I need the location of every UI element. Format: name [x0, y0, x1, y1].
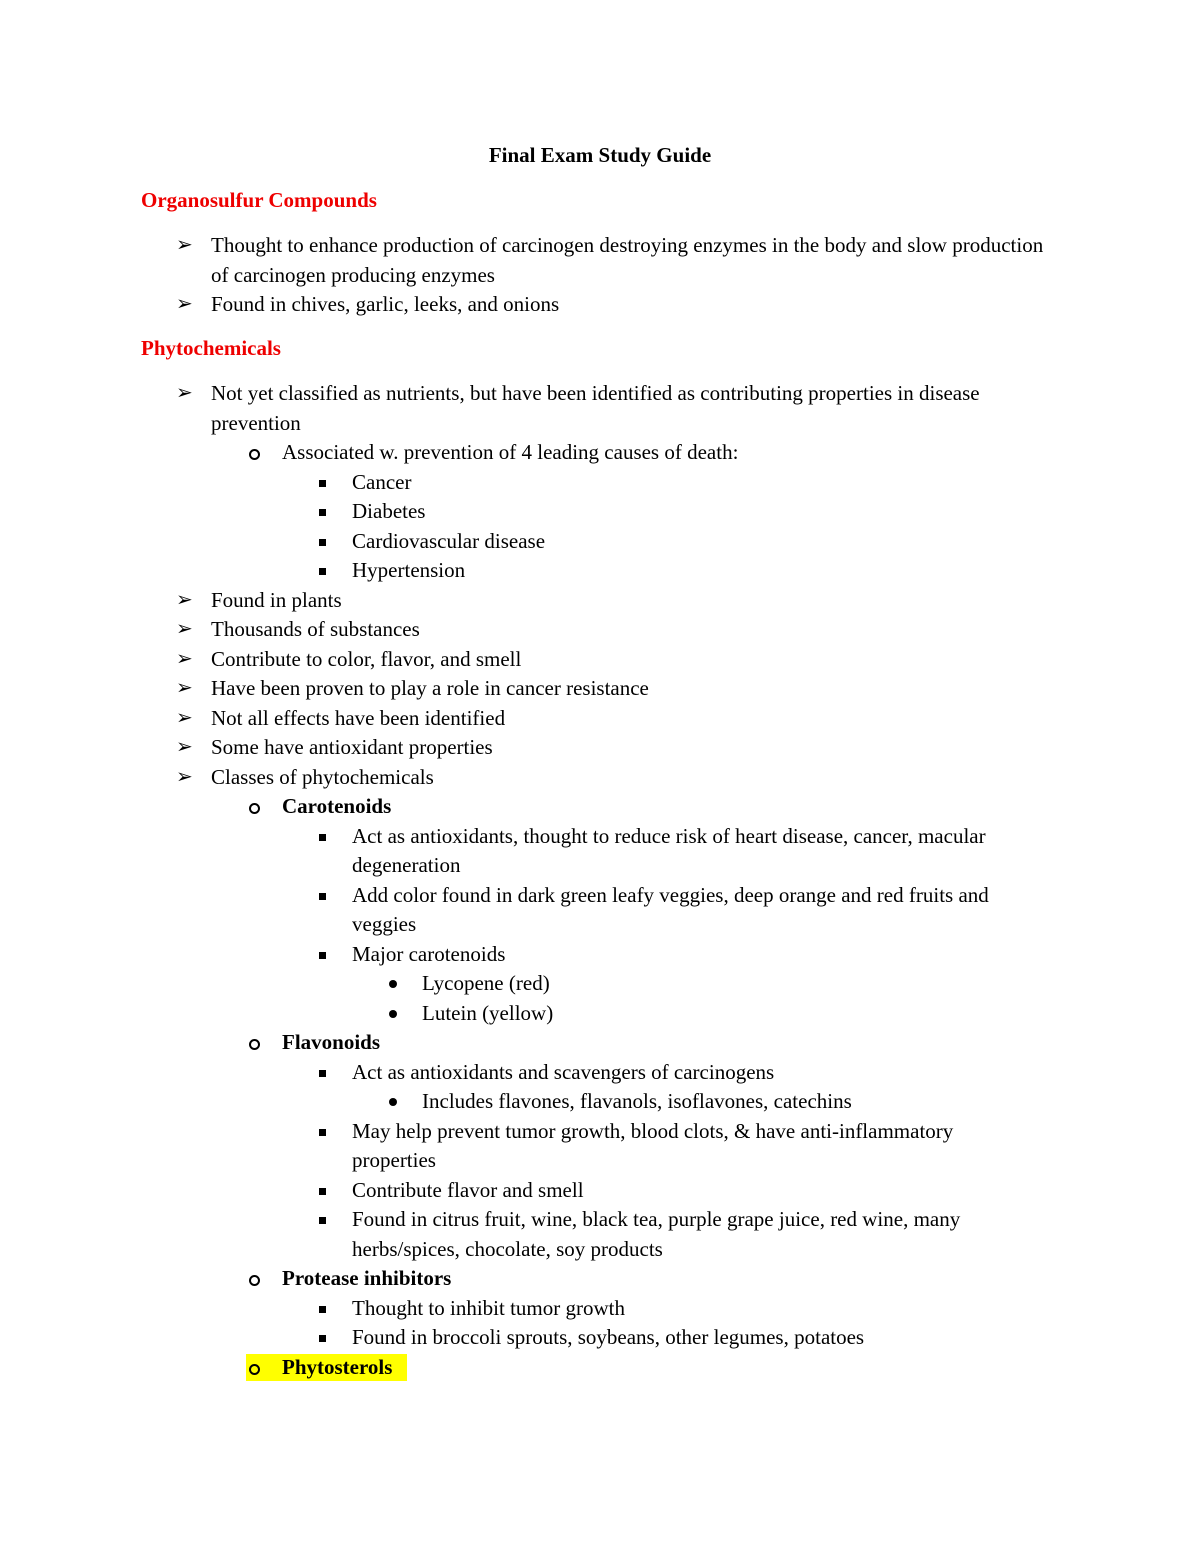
- hollow-circle-bullet-icon: [249, 1039, 260, 1050]
- hollow-circle-bullet-icon: [249, 1364, 260, 1375]
- square-bullet-icon: [319, 539, 326, 546]
- round-dot-bullet-icon: [389, 980, 397, 988]
- list-item: ➢ Thousands of substances: [0, 615, 1200, 645]
- square-bullet-icon: [319, 1129, 326, 1136]
- square-bullet-icon: [319, 509, 326, 516]
- arrowhead-bullet-icon: ➢: [176, 588, 193, 611]
- square-bullet-icon: [319, 1217, 326, 1224]
- sub-sub-list-item: Act as antioxidants, thought to reduce risk of heart disease, cancer, macular degeneration: [0, 822, 1200, 881]
- square-bullet-icon: [319, 1188, 326, 1195]
- sub-sub-list-item: Major carotenoids: [0, 940, 1200, 970]
- sub-sub-list-item: Diabetes: [0, 497, 1200, 527]
- square-bullet-icon: [319, 834, 326, 841]
- class-flavonoids: Flavonoids: [0, 1028, 1200, 1058]
- list-item: ➢ Have been proven to play a role in cancer resistance: [0, 674, 1200, 704]
- sub-sub-list-item: Cardiovascular disease: [0, 527, 1200, 557]
- square-bullet-icon: [319, 480, 326, 487]
- arrowhead-bullet-icon: ➢: [176, 677, 193, 699]
- square-bullet-icon: [319, 568, 326, 575]
- round-dot-bullet-icon: [389, 1010, 397, 1018]
- section-heading-organosulfur: Organosulfur Compounds: [141, 188, 377, 212]
- list-item: ➢ Classes of phytochemicals: [0, 763, 1200, 793]
- phytochemicals-list: [0, 379, 1200, 1382]
- arrowhead-bullet-icon: ➢: [176, 293, 193, 315]
- list-item: ➢ Not all effects have been identified: [0, 704, 1200, 734]
- square-bullet-icon: [319, 952, 326, 959]
- sub-sub-list-item: Found in citrus fruit, wine, black tea, purple grape juice, red wine, many herbs/spices, chocolate, soy products: [0, 1205, 1200, 1264]
- square-bullet-icon: [319, 1335, 326, 1342]
- class-protease-inhibitors: Protease inhibitors: [0, 1264, 1200, 1294]
- level4-list-item: Lutein (yellow): [0, 999, 1200, 1029]
- hollow-circle-bullet-icon: [249, 1275, 260, 1286]
- organosulfur-list: [0, 231, 1200, 320]
- arrowhead-bullet-icon: ➢: [176, 382, 193, 404]
- list-item: ➢ Some have antioxidant properties: [0, 733, 1200, 763]
- round-dot-bullet-icon: [389, 1098, 397, 1106]
- sub-sub-list-item: Contribute flavor and smell: [0, 1176, 1200, 1206]
- list-item: ➢ Not yet classified as nutrients, but have been identified as contributing properties in disease prevention: [176, 381, 980, 435]
- sub-sub-list-item: Act as antioxidants and scavengers of carcinogens: [0, 1058, 1200, 1088]
- arrowhead-bullet-icon: ➢: [176, 736, 193, 758]
- level4-list-item: Lycopene (red): [0, 969, 1200, 999]
- sub-sub-list-item: Thought to inhibit tumor growth: [0, 1294, 1200, 1324]
- hollow-circle-bullet-icon: [249, 803, 260, 814]
- square-bullet-icon: [319, 1306, 326, 1313]
- class-phytosterols: Phytosterols: [0, 1353, 1200, 1383]
- list-item: ➢ Contribute to color, flavor, and smell: [0, 645, 1200, 675]
- arrowhead-bullet-icon: ➢: [176, 234, 193, 256]
- list-item: ➢ Found in chives, garlic, leeks, and onions: [0, 290, 1200, 320]
- sub-sub-list-item: Hypertension: [0, 556, 1200, 586]
- sub-sub-list-item: May help prevent tumor growth, blood clots, & have anti-inflammatory properties: [0, 1117, 1200, 1176]
- arrowhead-bullet-icon: ➢: [176, 647, 193, 670]
- sub-list-item: Associated w. prevention of 4 leading causes of death:: [0, 438, 1200, 468]
- section-heading-phytochemicals: Phytochemicals: [141, 336, 281, 360]
- page-title: Final Exam Study Guide: [488, 143, 712, 167]
- hollow-circle-bullet-icon: [249, 449, 260, 460]
- list-item: ➢ Found in plants: [0, 586, 1200, 616]
- sub-sub-list-item: Add color found in dark green leafy veggies, deep orange and red fruits and veggies: [0, 881, 1200, 940]
- class-carotenoids: Carotenoids: [0, 792, 1200, 822]
- square-bullet-icon: [319, 893, 326, 900]
- sub-sub-list-item: Found in broccoli sprouts, soybeans, other legumes, potatoes: [0, 1323, 1200, 1353]
- arrowhead-bullet-icon: ➢: [176, 765, 193, 788]
- level4-list-item: Includes flavones, flavanols, isoflavones, catechins: [0, 1087, 1200, 1117]
- list-item: ➢ Thought to enhance production of carcinogen destroying enzymes in the body and slow production of carcinogen producing enzymes: [176, 233, 1044, 287]
- arrowhead-bullet-icon: ➢: [176, 618, 193, 640]
- sub-sub-list-item: Cancer: [0, 468, 1200, 498]
- arrowhead-bullet-icon: ➢: [176, 706, 193, 729]
- square-bullet-icon: [319, 1070, 326, 1077]
